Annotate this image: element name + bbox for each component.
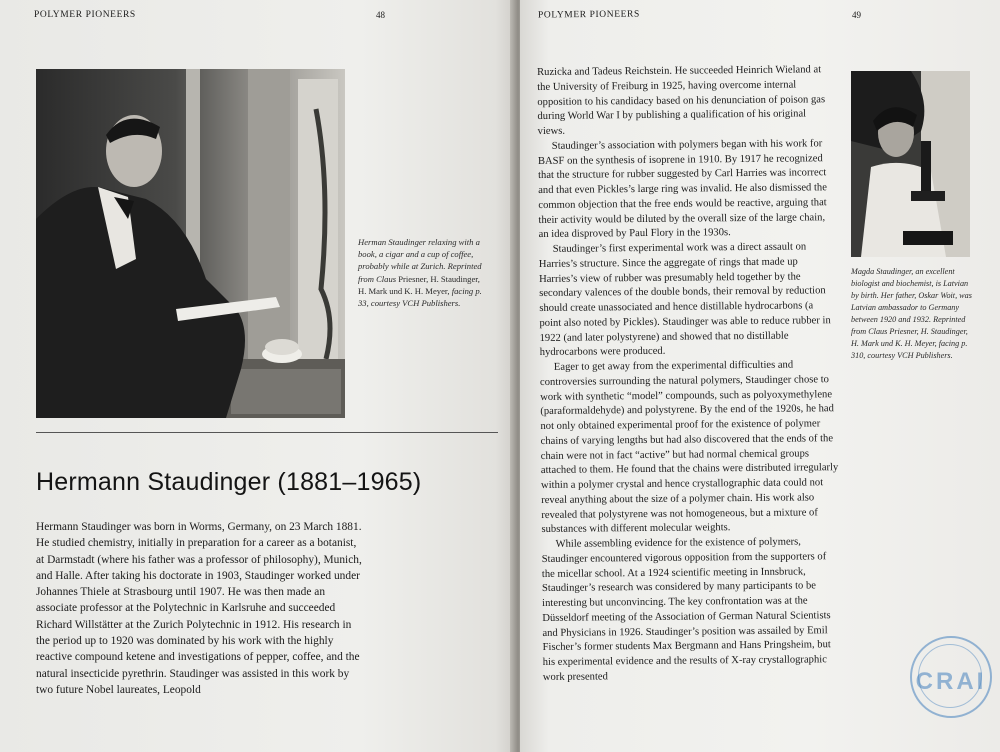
caption-left-italic-lead: Herman Staudinger relaxing with a book, a cigar and a cup of coffee, probably while at Zurich. Reprinted from Claus bbox=[358, 237, 482, 284]
staudinger-photo-image bbox=[36, 69, 345, 418]
paragraph: Ruzicka and Tadeus Reichstein. He succeeded Heinrich Wieland at the University of Freiburg in 1925, having overcome internal opposition to his candidacy based on his denunciation of poison gas during World War I by publishing a qualification of his original views. bbox=[537, 64, 826, 137]
paragraph: Staudinger’s first experimental work was a direct assault on Harries’s structure. Since the aggregate of rings that made up Harries’s view of rubber was presumably held together by the secondary valences of the double bonds, their removal by reduction should create unassociated and hence distillable hydrocarbons (a point also noted by Pickles). Staudinger was able to reduce rubber in 1922 (and later polystyrene) and showed that no distillable hydrocarbons were produced. bbox=[538, 241, 831, 359]
running-head-right: POLYMER PIONEERS bbox=[537, 9, 640, 21]
staudinger-photo bbox=[36, 69, 345, 418]
body-text-right bbox=[537, 63, 841, 685]
paragraph: Staudinger’s association with polymers began with his work for BASF on the synthesis of isoprene in 1910. By 1917 he recognized that the structure for rubber suggested by Carl Harries was incorrect and that even Pickles’s large ring was invalid. He also dismissed the common objection that the free ends would be reactive, arguing that their activity would be diluted by the overall size of the large chain, an idea disproved by Paul Flory in the 1930s. bbox=[537, 138, 827, 241]
caption-left-credit: Priesner, H. Staudinger, H. Mark und K. H. Meyer, bbox=[358, 273, 480, 296]
page-number-right: 49 bbox=[852, 10, 861, 20]
chapter-title: Hermann Staudinger (1881–1965) bbox=[36, 468, 422, 496]
photo-caption-right: Magda Staudinger, an excellent biologist and biochemist, is Latvian by birth. Her father, Oskar Woit, was Latvian ambassador to Germany between 1920 and 1932. Reprinted from Claus Priesner, H. Staudinger, H. Mark und K. H. Meyer, facing p. 310, courtesy VCH Publishers. bbox=[851, 267, 972, 360]
paragraph: Eager to get away from the experimental difficulties and controversies surrounding the natural polymers, Staudinger chose to work with synthetic “model” compounds, such as polyoxymethylene (paraformaldehyde) and polystyrene. By the end of the 1920s, he had not only obtained experimental proof for the existence of polymer chains of varying lengths but had also discovered that the ends of the chain were not in fact “active” but had normal chemical groups attached to them. He found that the chains were distributed irregularly within a polymer crystal and hence crystallographic data could not reveal anything about the size of a polymer chain. His work also revealed that polystyrene was not homogeneous, but a mixture of substances with different molecular weights. bbox=[539, 359, 839, 536]
right-page bbox=[520, 0, 1000, 752]
running-head-left: POLYMER PIONEERS bbox=[34, 10, 136, 20]
library-stamp bbox=[910, 636, 992, 718]
caption-left-italic-tail: facing p. 33, courtesy VCH Publishers. bbox=[358, 285, 482, 309]
stamp-text: CRAI bbox=[915, 668, 987, 695]
magda-staudinger-photo bbox=[851, 71, 970, 257]
paragraph: While assembling evidence for the existence of polymers, Staudinger encountered vigorous opposition from the supporters of the micellar school. At a 1924 scientific meeting in Innsbruck, Staudinger’s research was considered by many participants to be interesting but unconvincing. The key confrontation was at the Düsseldorf meeting of the Association of German Natural Scientists and Physicians in 1926. Staudinger’s position was assailed by Emil Fischer’s former students Max Bergmann and Hans Pringsheim, but his experimental evidence and the results of X-ray crystallographic work presented bbox=[541, 536, 831, 683]
page-number-left: 48 bbox=[376, 10, 385, 20]
photo-caption-left bbox=[358, 236, 484, 309]
body-text-left: Hermann Staudinger was born in Worms, Germany, on 23 March 1881. He studied chemistry, initially in preparation for a career as a botanist, at Darmstadt (where his father was a professor of philosophy), Munich, and Halle. After taking his doctorate in 1903, Staudinger worked under Johannes Thiele at Strasbourg until 1907. He was then made an associate professor at the Polytechnic in Karlsruhe and succeeded Richard Willstätter at the Zurich Polytechnic in 1912. His research in the period up to 1920 was dominated by his work with the highly reactive compound ketene and investigations of pepper, coffee, and the natural insecticide pyrethrin. Staudinger was assisted in this work by two future Nobel laureates, Leopold bbox=[36, 521, 362, 696]
magda-photo-image bbox=[851, 71, 970, 257]
section-divider bbox=[36, 432, 498, 433]
